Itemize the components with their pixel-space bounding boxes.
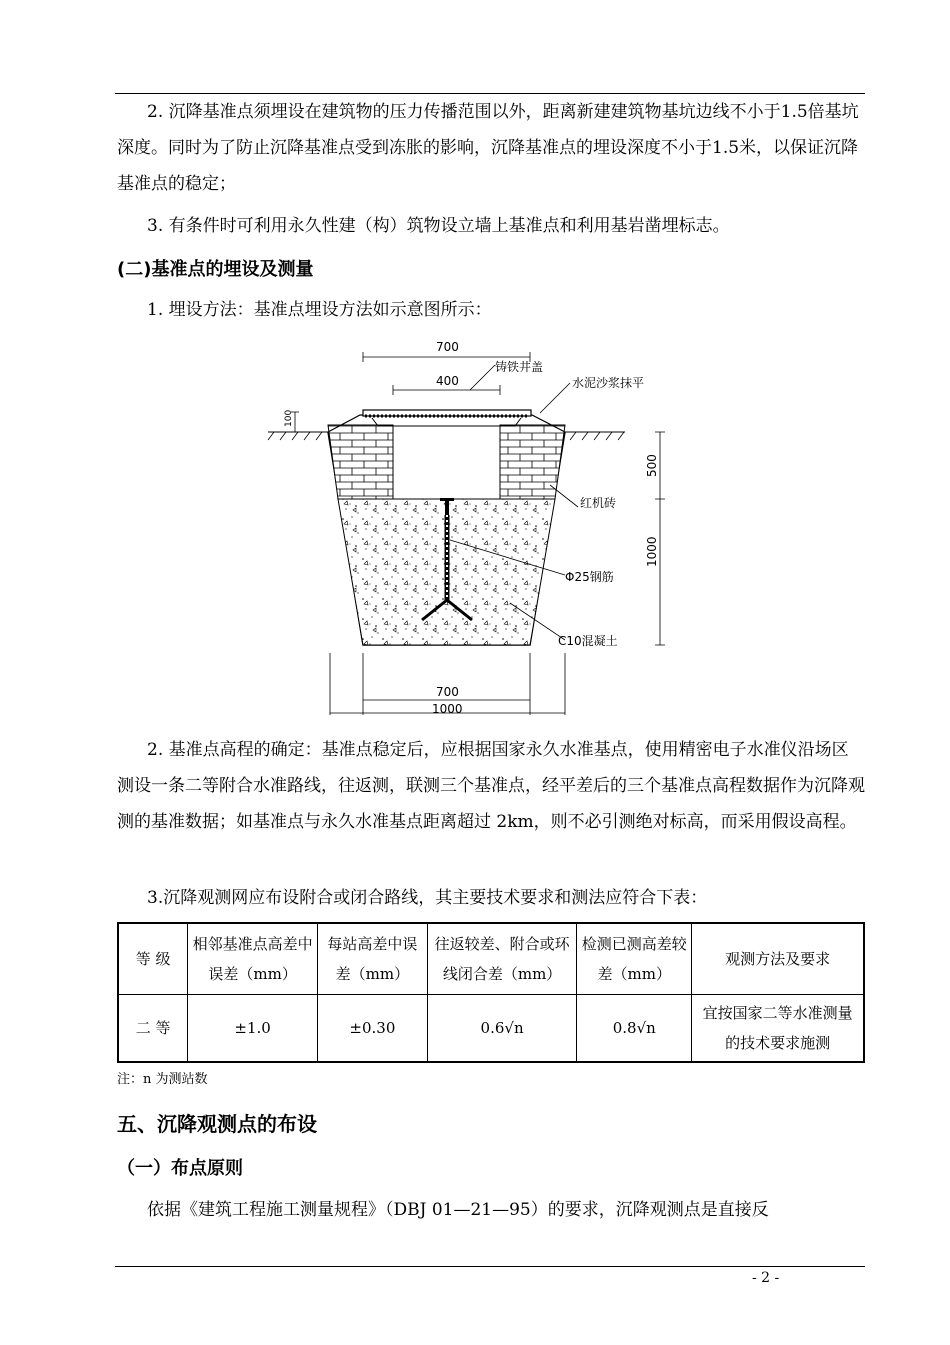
table-cell: 二 等: [118, 995, 188, 1063]
dim-500: 500: [645, 454, 659, 477]
paragraph-item-2: 2. 沉降基准点须埋设在建筑物的压力传播范围以外，距离新建建筑物基坑边线不小于1.5倍基坑深度。同时为了防止沉降基准点受到冻胀的影响，沉降基准点的埋设深度不小于1.5米，以保证沉降基准点的稳定；: [117, 102, 859, 194]
dim-bottom-700: 700: [436, 685, 459, 699]
paragraph-item-3: 3. 有条件时可利用永久性建（构）筑物设立墙上基准点和利用基岩凿埋标志。: [147, 216, 730, 236]
table-row: [118, 995, 864, 1063]
brick-wall-left: [328, 425, 393, 499]
table-header-cell: 每站高差中误差（mm）: [317, 923, 427, 995]
label-cast-iron-cover: 铸铁井盖: [495, 360, 544, 374]
section-heading-five: 五、沉降观测点的布设: [117, 1112, 317, 1136]
dim-100: 100: [284, 409, 294, 427]
label-concrete: C10混凝土: [558, 634, 618, 648]
dim-1000-side: 1000: [645, 536, 659, 567]
table-cell: 0.8√n: [577, 995, 692, 1063]
subsection-heading-principle: （一）布点原则: [117, 1158, 243, 1179]
label-rebar: Φ25钢筋: [565, 570, 614, 584]
page-number: - 2 -: [752, 1270, 780, 1286]
dim-top-700: 700: [436, 340, 459, 354]
label-brick: 红机砖: [580, 496, 617, 510]
paragraph-network: 3.沉降观测网应布设附合或闭合路线，其主要技术要求和测法应符合下表：: [147, 888, 708, 908]
table-cell: ±1.0: [188, 995, 318, 1063]
paragraph-elevation: 2. 基准点高程的确定：基准点稳定后，应根据国家永久水准基点，使用精密电子水准仪沿场区测设一条二等附合水准路线，往返测，联测三个基准点，经平差后的三个基准点高程数据作为沉降观测的基准数据；如基准点与永久水准基点距离超过 2km，则不必引测绝对标高，而采用假设高程。: [117, 740, 865, 832]
dim-bottom-1000: 1000: [432, 702, 463, 716]
table-header-cell: 观测方法及要求: [692, 923, 864, 995]
table-cell: 宜按国家二等水准测量的技术要求施测: [692, 995, 864, 1063]
footer-rule: [115, 1266, 865, 1267]
table-header-cell: 检测已测高差较差（mm）: [577, 923, 692, 995]
table-header-cell: 等 级: [118, 923, 188, 995]
dim-top-400: 400: [436, 374, 459, 388]
paragraph-principle: 依据《建筑工程施工测量规程》（DBJ 01—21—95）的要求，沉降观测点是直接反: [147, 1200, 769, 1220]
label-mortar: 水泥沙浆抹平: [572, 376, 645, 390]
benchmark-diagram: [260, 335, 680, 725]
table-cell: 0.6√n: [427, 995, 577, 1063]
table-cell: ±0.30: [317, 995, 427, 1063]
table-header-row: [118, 923, 864, 995]
table-header-cell: 往返较差、附合或环线闭合差（mm）: [427, 923, 577, 995]
brick-wall-right: [500, 425, 565, 499]
table-note: 注：n 为测站数: [117, 1072, 208, 1087]
table-header-cell: 相邻基准点高差中误差（mm）: [188, 923, 318, 995]
spec-table: [117, 922, 865, 1063]
section-heading-benchmark: (二)基准点的埋设及测量: [117, 259, 314, 280]
paragraph-method: 1. 埋设方法：基准点埋设方法如示意图所示：: [147, 300, 492, 320]
